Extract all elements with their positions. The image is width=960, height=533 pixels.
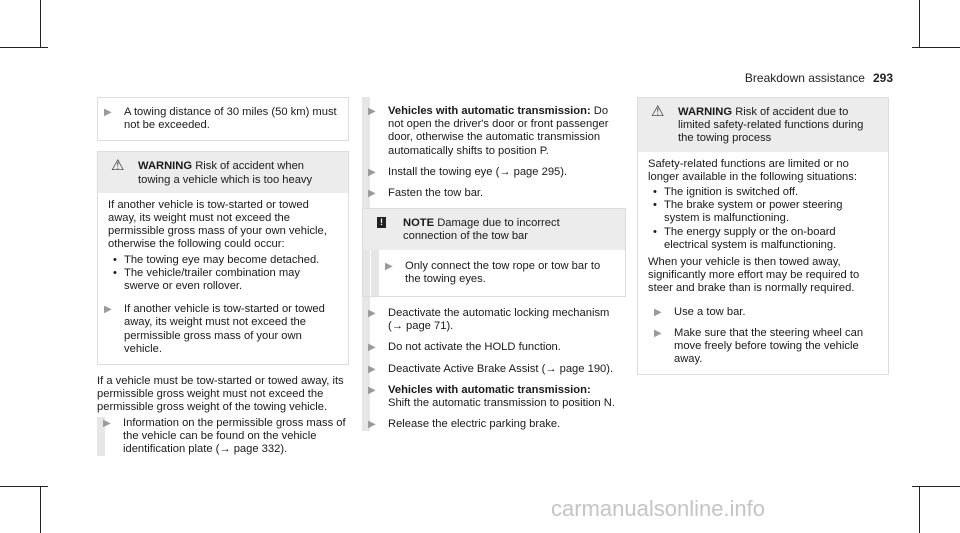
arrow-icon: ▶ <box>368 166 376 178</box>
bullet-item: • The vehicle/trailer combination may swerve or even rollover. <box>108 267 338 293</box>
crop-mark <box>40 486 41 533</box>
step-text: Do not activate the HOLD function. <box>388 341 561 354</box>
step-text: Release the electric parking brake. <box>388 418 561 431</box>
warning-label: WARNING <box>678 106 733 118</box>
step-box <box>97 97 349 141</box>
arrow-icon: ▶ <box>368 188 376 200</box>
page-number: 293 <box>872 71 893 85</box>
arrow-icon: ▶ <box>368 384 376 396</box>
warning-text: When your vehicle is then towed away, significantly more effort may be required to steer and brake than is normally required. <box>648 256 860 295</box>
step-item <box>371 250 625 296</box>
crop-mark <box>0 486 48 487</box>
warning-header <box>638 98 888 152</box>
step-item <box>98 106 342 132</box>
paragraph: If a vehicle must be tow-started or towed away, its permissible gross weight must not exceed the permissible gross weight of the towing vehicle. <box>97 375 344 414</box>
warning-body <box>98 193 348 364</box>
step-text: Information on the permissible gross mass of the vehicle can be found on the vehicle identification plate (→ page 332). <box>123 416 346 456</box>
warning-text: Safety-related functions are limited or no longer available in the following situations: <box>648 157 857 183</box>
warning-text: If another vehicle is tow-started or towed away, its weight must not exceed the permissible gross mass of your own vehicle, otherwise the following could occur: <box>108 198 327 251</box>
note-header <box>363 209 625 249</box>
warning-body <box>638 152 888 375</box>
bullet-item: • The ignition is switched off. <box>648 186 878 199</box>
watermark: carmanualsonline.info <box>551 496 766 521</box>
arrow-icon: ▶ <box>654 327 662 339</box>
step-text: Only connect the tow rope or tow bar to the towing eyes. <box>405 259 601 285</box>
arrow-icon: ▶ <box>368 308 376 320</box>
arrow-icon: ▶ <box>385 260 393 272</box>
step-item <box>648 306 878 319</box>
note-box <box>362 208 626 297</box>
section-title: Breakdown assistance <box>744 71 865 85</box>
step-text: Deactivate the automatic locking mechanism (→ page 71). <box>388 307 610 333</box>
step-text: Shift the automatic transmission to position N. <box>388 397 615 410</box>
warning-label: WARNING <box>138 160 193 173</box>
arrow-icon: ▶ <box>368 419 376 431</box>
crop-mark <box>912 47 960 48</box>
column-2 <box>362 97 626 431</box>
arrow-icon: ▶ <box>368 363 376 375</box>
bullet-item: • The energy supply or the on-board electrical system is malfunctioning. <box>648 226 878 252</box>
step-text: Use a tow bar. <box>674 305 746 318</box>
step-text: Deactivate Active Brake Assist (→ page 190). <box>388 362 614 375</box>
arrow-icon: ▶ <box>654 306 662 318</box>
step-text: Fasten the tow bar. <box>388 187 484 200</box>
warning-title: Risk of accident due to limited safety-related functions during the towing process <box>678 106 864 145</box>
warning-icon: ⚠ <box>111 157 125 175</box>
note-title: Damage due to incorrect connection of the tow bar <box>403 217 560 243</box>
crop-mark <box>0 47 48 48</box>
page-header <box>745 72 893 85</box>
bullet-item: • The towing eye may become detached. <box>108 254 338 267</box>
crop-mark <box>919 486 920 533</box>
step-item <box>362 97 626 431</box>
note-label: NOTE <box>403 217 435 230</box>
step-text: Do not open the driver's door or front passenger door, otherwise the automatic transmission automatically shifts to position P. <box>388 105 609 157</box>
step-item <box>648 327 878 367</box>
arrow-icon: ▶ <box>104 107 112 118</box>
step-item <box>104 303 338 356</box>
crop-mark <box>912 486 960 487</box>
arrow-icon: ▶ <box>368 342 376 354</box>
step-bold-text: Vehicles with automatic transmission: <box>388 105 591 117</box>
step-text: If another vehicle is tow-started or towed away, its weight must not exceed the permissible gross mass of your own vehicle. <box>124 303 325 355</box>
arrow-icon: ▶ <box>368 106 376 117</box>
arrow-icon: ▶ <box>103 417 111 429</box>
arrow-icon: ▶ <box>104 304 112 316</box>
warning-header <box>98 152 348 192</box>
crop-mark <box>919 0 920 48</box>
crop-mark <box>40 0 41 48</box>
note-icon: ! <box>377 217 386 228</box>
step-bold-text: Vehicles with automatic transmission: <box>388 383 591 396</box>
warning-box <box>637 97 889 375</box>
warning-box <box>97 151 349 365</box>
step-text: Make sure that the steering wheel can move freely before towing the vehicle away. <box>674 326 864 366</box>
column-1 <box>97 97 349 456</box>
step-text: A towing distance of 30 miles (50 km) must not be exceeded. <box>124 106 337 132</box>
warning-title: Risk of accident when towing a vehicle which is too heavy <box>138 160 313 186</box>
step-text: Install the towing eye (→ page 295). <box>388 165 568 178</box>
warning-icon: ⚠ <box>651 103 665 120</box>
step-item <box>97 417 349 457</box>
column-3 <box>637 97 889 375</box>
bullet-item: • The brake system or power steering system is malfunctioning. <box>648 199 878 225</box>
